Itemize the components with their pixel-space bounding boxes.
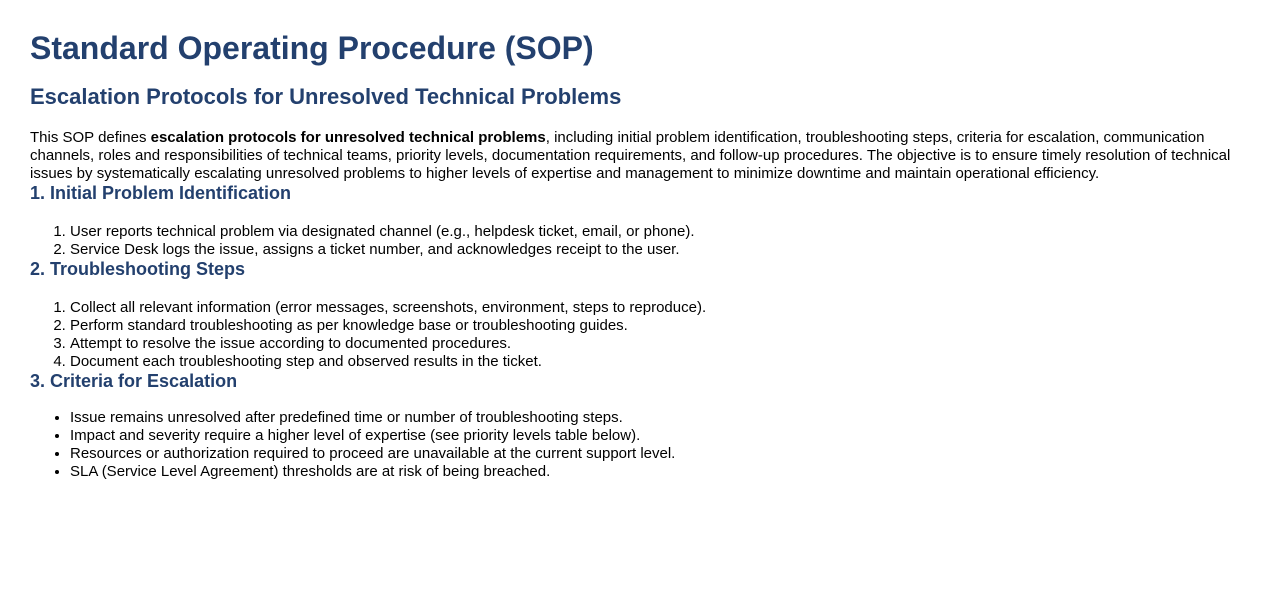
list-item: • Resources or authorization required to proceed are unavailable at the current support level. bbox=[70, 445, 1233, 463]
section-heading-troubleshooting: 2. Troubleshooting Steps bbox=[30, 259, 246, 279]
list-item: 3. Attempt to resolve the issue according to documented procedures. bbox=[70, 335, 1233, 353]
section-heading-initial-identification: 1. Initial Problem Identification bbox=[30, 183, 292, 203]
intro-paragraph bbox=[30, 129, 1233, 183]
list-item: 2. Perform standard troubleshooting as per knowledge base or troubleshooting guides. bbox=[70, 317, 1233, 335]
list-item: 4. Document each troubleshooting step and observed results in the ticket. bbox=[70, 353, 1233, 371]
troubleshooting-list bbox=[30, 299, 1233, 371]
intro-bold: escalation protocols for unresolved technical problems bbox=[150, 129, 546, 146]
list-item: 1. Collect all relevant information (error messages, screenshots, environment, steps to reproduce). bbox=[70, 299, 1233, 317]
list-item: 2. Service Desk logs the issue, assigns a ticket number, and acknowledges receipt to the user. bbox=[70, 241, 1233, 259]
intro-lead: This SOP defines bbox=[30, 129, 151, 146]
list-item: • SLA (Service Level Agreement) thresholds are at risk of being breached. bbox=[70, 463, 1233, 481]
page-title: Standard Operating Procedure (SOP) bbox=[30, 30, 594, 66]
section-heading-escalation-criteria: 3. Criteria for Escalation bbox=[30, 371, 238, 391]
intro-rest: , including initial problem identification, troubleshooting steps, criteria for escalation, communication channels, roles and responsibilities of technical teams, priority levels, documentation requirements, and follow-up procedures. The objective is to ensure timely resolution of technical issues by systematically escalating unresolved problems to higher levels of expertise and management to minimize downtime and maintain operational efficiency. bbox=[30, 129, 1231, 182]
escalation-criteria-list bbox=[30, 409, 1233, 481]
list-item: • Issue remains unresolved after predefined time or number of troubleshooting steps. bbox=[70, 409, 1233, 427]
page-subtitle: Escalation Protocols for Unresolved Technical Problems bbox=[30, 84, 622, 109]
list-item: 1. User reports technical problem via designated channel (e.g., helpdesk ticket, email, or phone). bbox=[70, 223, 1233, 241]
list-item: • Impact and severity require a higher level of expertise (see priority levels table below). bbox=[70, 427, 1233, 445]
initial-identification-list bbox=[30, 223, 1233, 259]
